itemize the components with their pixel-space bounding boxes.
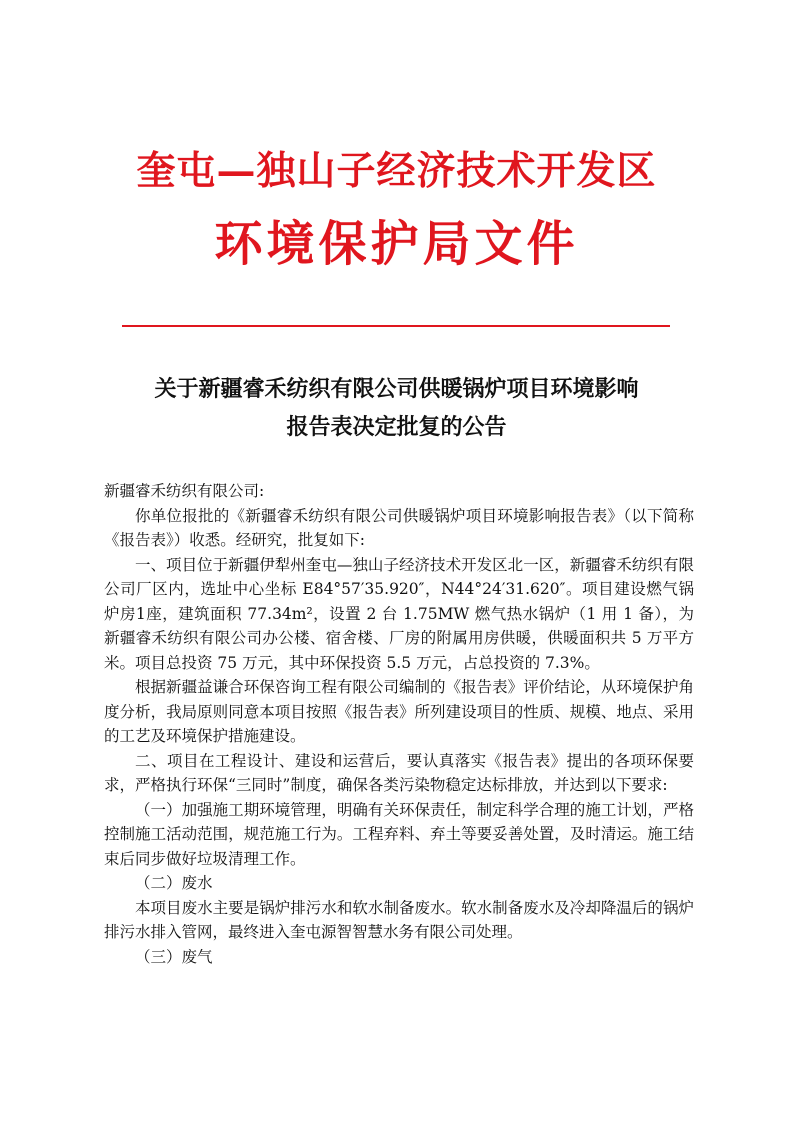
body-paragraph: 本项目废水主要是锅炉排污水和软水制备废水。软水制备废水及冷却降温后的锅炉排污水排入管网，最终进入奎屯源智智慧水务有限公司处理。 <box>104 898 694 941</box>
letterhead-line1: 奎屯—独山子经济技术开发区 <box>136 148 657 194</box>
addressee: 新疆睿禾纺织有限公司: <box>104 482 265 500</box>
section-heading: （二）废水 <box>135 874 213 892</box>
section-heading: （三）废气 <box>135 947 213 966</box>
body-paragraph: 二、项目在工程设计、建设和运营后，要认真落实《报告表》提出的各项环保要求，严格执行环保“三同时”制度，确保各类污染物稳定达标排放，并达到以下要求: <box>104 751 694 794</box>
document-title <box>100 370 693 446</box>
body-paragraph: 一、项目位于新疆伊犁州奎屯—独山子经济技术开发区北一区，新疆睿禾纺织有限公司厂区内，选址中心坐标 E84°57′35.920″，N44°24′31.620″。项目建设燃气锅炉房1座，建筑面积 77.34m²，设置 2 台 1.75MW 燃气热水锅炉（1 用 1 备），为新疆睿禾纺织有限公司办公楼、宿舍楼、厂房的附属用房供暖，供暖面积共 5 万平方米。项目总投资 75 万元，其中环保投资 5.5 万元，占总投资的 7.3%。 <box>104 555 694 672</box>
body-paragraph: （一）加强施工期环境管理，明确有关环保责任，制定科学合理的施工计划，严格控制施工活动范围，规范施工行为。工程弃料、弃土等要妥善处置，及时清运。施工结束后同步做好垃圾清理工作。 <box>104 800 694 868</box>
letterhead-line2: 环境保护局文件 <box>214 216 579 272</box>
letterhead-divider <box>122 325 670 327</box>
document-title-line1: 关于新疆睿禾纺织有限公司供暖锅炉项目环境影响 <box>154 376 639 402</box>
document-title-line2: 报告表决定批复的公告 <box>286 414 507 440</box>
body-paragraph: 根据新疆益谦合环保咨询工程有限公司编制的《报告表》评价结论，从环境保护角度分析，我局原则同意本项目按照《报告表》所列建设项目的性质、规模、地点、采用的工艺及环境保护措施建设。 <box>104 678 694 745</box>
document-body <box>104 479 694 969</box>
body-paragraph: 你单位报批的《新疆睿禾纺织有限公司供暖锅炉项目环境影响报告表》（以下简称《报告表》）收悉。经研究，批复如下: <box>104 506 694 549</box>
